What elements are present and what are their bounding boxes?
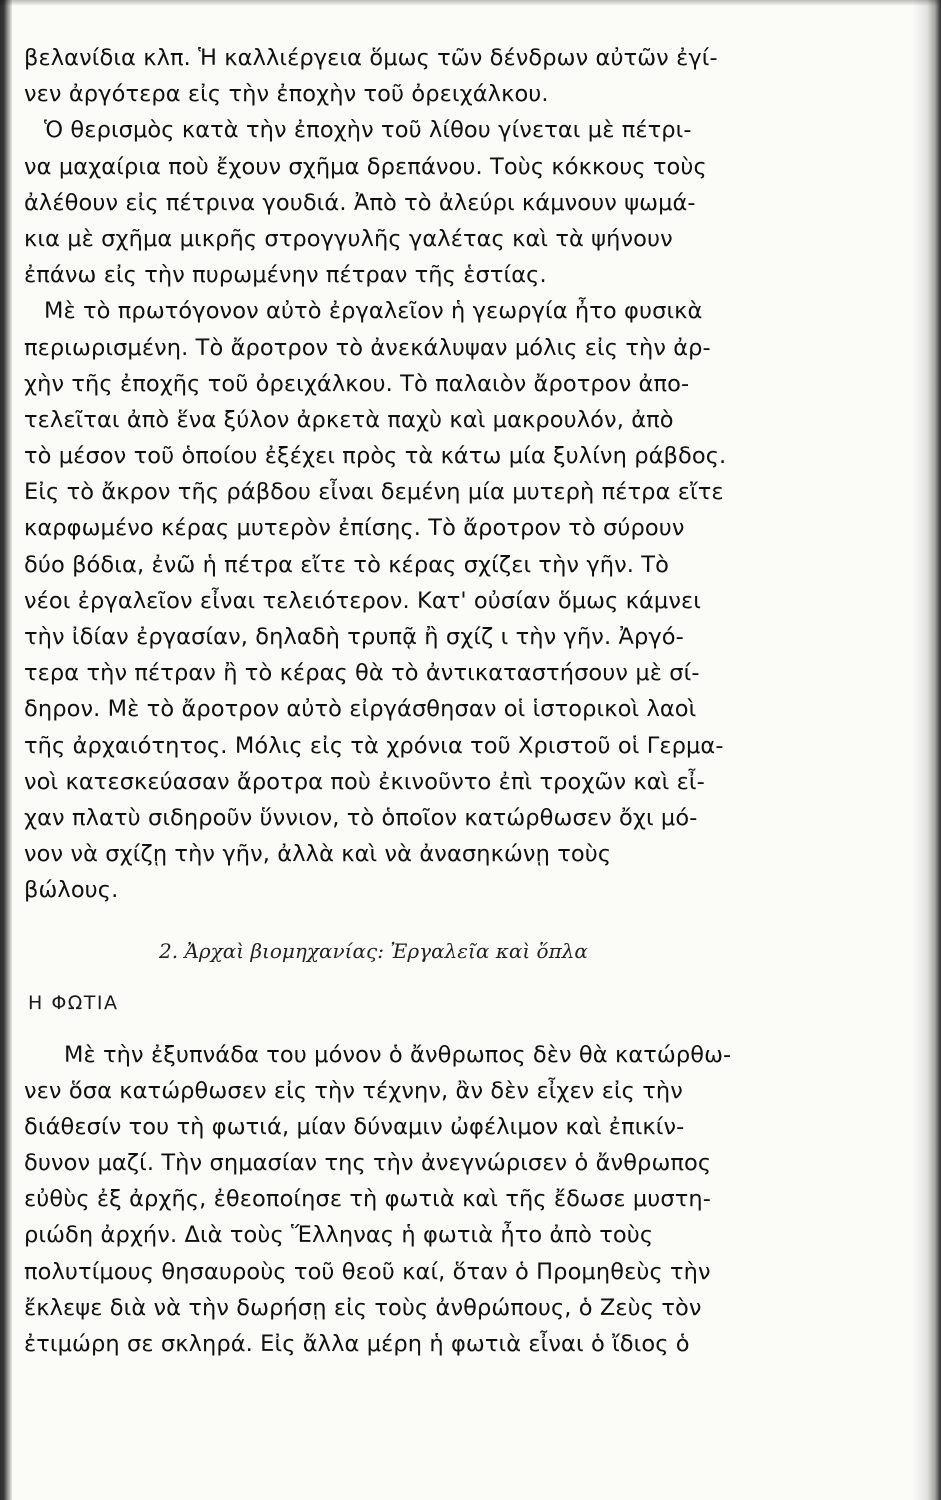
text-line: περιωρισμένη. Τὸ ἄροτρον τὸ ἀνεκάλυψαν μόλις εἰς τὴν ἀρ- [24,334,711,361]
text-line: τερα τὴν πέτραν ἢ τὸ κέρας θὰ τὸ ἀντικαταστήσουν μὲ σί- [24,660,700,687]
text-line: τὴν ἰδίαν ἐργασίαν, δηλαδὴ τρυπᾷ ἢ σχίζ ι τὴν γῆν. Ἀργό- [24,624,684,650]
spacer [24,909,824,921]
text-line: ριώδη ἀρχήν. Διὰ τοὺς Ἕλληνας ἡ φωτιὰ ἦτο ἀπὸ τοὺς [24,1222,654,1249]
section-heading: 2. Ἀρχαὶ βιομηχανίας: Ἐργαλεῖα καὶ ὅπλα [159,938,588,963]
text-line: δύο βόδια, ἐνῶ ἡ πέτρα εἴτε τὸ κέρας σχίζει τὴν γῆν. Τὸ [24,551,670,578]
subheading: Η ΦΩΤΙΑ [28,991,119,1014]
text-line: χαν πλατὺ σιδηροῦν ὕννιον, τὸ ὁποῖον κατώρθωσεν ὄχι μό- [24,804,698,831]
text-line: Μὲ τὴν ἐξυπνάδα του μόνον ὁ ἄνθρωπος δὲν θὰ κατώρθω- [64,1041,732,1068]
text-line: τελεῖται ἀπὸ ἕνα ξύλον ἀρκετὰ παχὺ καὶ μακρουλόν, ἀπὸ [24,406,674,433]
text-line: εὐθὺς ἐξ ἀρχῆς, ἐθεοποίησε τὴ φωτιὰ καὶ τῆς ἔδωσε μυστη- [24,1186,711,1213]
text-line: Μὲ τὸ πρωτόγονον αὐτὸ ἐργαλεῖον ἡ γεωργία ἦτο φυσικὰ [44,298,703,325]
text-line: δηρον. Μὲ τὸ ἄροτρον αὐτὸ εἰργάσθησαν οἱ ἱστορικοὶ λαοὶ [24,696,697,723]
text-line: νον νὰ σχίζῃ τὴν γῆν, ἀλλὰ καὶ νὰ ἀνασηκώνῃ τοὺς [24,841,612,868]
text-line: δυνον μαζί. Τὴν σημασίαν της τὴν ἀνεγνώρισεν ὁ ἄνθρωπος [24,1150,712,1177]
text-line: νοὶ κατεσκεύασαν ἄροτρα ποὺ ἐκινοῦντο ἐπὶ τροχῶν καὶ εἶ- [24,768,705,795]
text-line: ἀλέθουν εἰς πέτρινα γουδιά. Ἀπὸ τὸ ἀλεύρι κάμνουν ψωμά- [24,189,696,216]
right-page-edge [913,0,941,1500]
text-line: βελανίδια κλπ. Ἡ καλλιέργεια ὅμως τῶν δένδρων αὐτῶν ἐγί- [24,45,718,71]
text-line: πολυτίμους θησαυροὺς τοῦ θεοῦ καί, ὅταν ὁ Προμηθεὺς τὴν [24,1258,711,1285]
text-line: Ὁ θερισμὸς κατὰ τὴν ἐποχὴν τοῦ λίθου γίνεται μὲ πέτρι- [44,117,692,144]
text-line: διάθεσίν του τὴ φωτιά, μίαν δύναμιν ὠφέλιμον καὶ ἐπικίν- [24,1113,685,1140]
text-line: καρφωμένο κέρας μυτερὸν ἐπίσης. Τὸ ἄροτρον τὸ σύρουν [24,515,685,542]
paragraph-3 [24,293,824,908]
body-text [24,40,824,1362]
text-line: βώλους. [24,877,119,904]
text-line: κια μὲ σχῆμα μικρῆς στρογγυλῆς γαλέτας καὶ τὰ ψήνουν [24,225,673,252]
text-line: ἐπάνω εἰς τὴν πυρωμένην πέτραν τῆς ἑστίας. [24,262,547,289]
text-line: τὸ μέσον τοῦ ὁποίου ἐξέχει πρὸς τὰ κάτω μία ξυλίνη ράβδος. [24,443,727,470]
paragraph-1 [24,40,824,112]
paragraph-4 [24,1037,824,1363]
spacer [24,1025,824,1037]
binding-edge [0,0,12,1500]
text-line: νέοι ἐργαλεῖον εἶναι τελειότερον. Κατ' οὐσίαν ὅμως κάμνει [24,587,701,614]
text-line: να μαχαίρια ποὺ ἔχουν σχῆμα δρεπάνου. Τοὺς κόκκους τοὺς [24,153,707,180]
text-line: νεν ἀργότερα εἰς τὴν ἐποχὴν τοῦ ὀρειχάλκου. [24,81,549,108]
paragraph-2 [24,112,824,293]
text-line: ἐτιμώρη σε σκληρά. Εἰς ἄλλα μέρη ἡ φωτιὰ εἶναι ὁ ἴδιος ὁ [24,1331,690,1357]
text-line: Εἰς τὸ ἄκρον τῆς ράβδου εἶναι δεμένη μία μυτερὴ πέτρα εἴτε [24,479,724,506]
text-line: ἔκλεψε διὰ νὰ τὴν δωρήσῃ εἰς τοὺς ἀνθρώπους, ὁ Ζεὺς τὸν [24,1294,702,1321]
text-line: νεν ὅσα κατώρθωσεν εἰς τὴν τέχνην, ἂν δὲν εἶχεν εἰς τὴν [24,1077,683,1104]
text-line: χὴν τῆς ἐποχῆς τοῦ ὀρειχάλκου. Τὸ παλαιὸν ἄροτρον ἀπο- [24,370,690,397]
top-edge-shadow [0,0,941,6]
text-line: τῆς ἀρχαιότητος. Μόλις εἰς τὰ χρόνια τοῦ Χριστοῦ οἱ Γερμα- [24,732,724,759]
